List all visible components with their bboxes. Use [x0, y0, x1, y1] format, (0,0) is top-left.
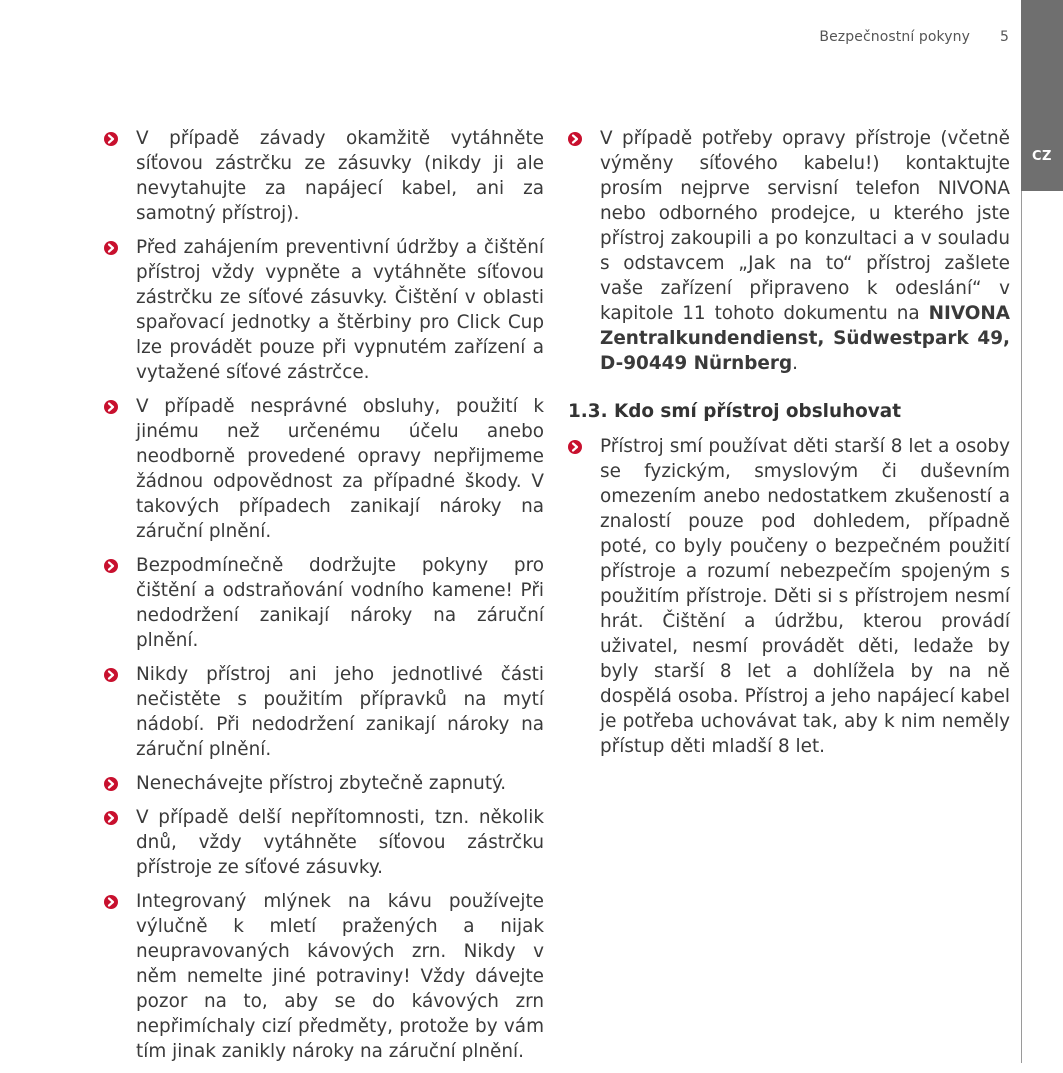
- list-item-text: Nenechávejte přístroj zbytečně zapnutý.: [136, 773, 507, 794]
- chevron-right-icon: [104, 132, 118, 146]
- right-column: [568, 126, 1010, 768]
- list-item-text: Integrovaný mlýnek na kávu používejte výlučně k mletí pražených a nijak neupravovaných kávových zrn. Nikdy v něm nemelte jiné potraviny! Vždy dávejte pozor na to, aby se do kávových zrn nepřimíchaly cizí předměty, protože by vám tím jinak zanikly nároky na záruční plnění.: [136, 891, 544, 1062]
- list-item-text: V případě delší nepřítomnosti, tzn. několik dnů, vždy vytáhněte síťovou zástrčku přístroje ze síťové zásuvky.: [136, 807, 544, 878]
- list-item-text: Přístroj smí používat děti starší 8 let a osoby se fyzickým, smyslovým či duševním omezením anebo nedostatkem zkušeností a znalostí pouze pod dohledem, případně poté, co byly poučeny o bezpečném použití přístroje a rozumí nebezpečím spojeným s použitím přístroje. Děti si s přístrojem nesmí hrát. Čištění a údržbu, kterou provádí uživatel, nesmí provádět děti, ledaže by byly starší 8 let a dohlížela by na ně dospělá osoba. Přístroj a jeho napájecí kabel je potřeba uchovávat tak, aby k nim neměly přístup děti mladší 8 let.: [600, 436, 1010, 757]
- header-section-title: Bezpečnostní pokyny: [819, 29, 970, 45]
- page-number: 5: [999, 29, 1009, 45]
- list-item-text: V případě nesprávné obsluhy, použití k jinému než určenému účelu anebo neodborně provedené opravy nepřijmeme žádnou odpovědnost za případné škody. V takových případech zanikají nároky na záruční plnění.: [136, 396, 544, 542]
- list-item: [568, 434, 1010, 759]
- repair-text: V případě potřeby opravy přístroje (včetně výměny síťového kabelu!) kontaktujte prosím nejprve servisní telefon NIVONA nebo odborného prodejce, u kterého jste přístroj zakoupili a po konzultaci a v souladu s odstavcem „Jak na to“ přístroj zašlete vaše zařízení připraveno k odeslání“ v kapitole 11 tohoto dokumentu na: [600, 128, 1010, 324]
- chevron-right-icon: [104, 811, 118, 825]
- left-column: [104, 126, 544, 1073]
- chevron-right-icon: [568, 132, 582, 146]
- chevron-right-icon: [104, 559, 118, 573]
- list-item: [104, 394, 544, 544]
- language-tab-label: CZ: [1032, 149, 1052, 164]
- list-item-text: V případě závady okamžitě vytáhněte síťovou zástrčku ze zásuvky (nikdy ji ale nevytahujte za napájecí kabel, ani za samotný přístroj).: [136, 128, 544, 224]
- list-item-text: [600, 126, 1010, 376]
- list-item: [104, 889, 544, 1064]
- page-header: [819, 29, 1009, 45]
- list-item-repair: [568, 126, 1010, 376]
- repair-text-end: .: [792, 353, 799, 374]
- chevron-right-icon: [104, 241, 118, 255]
- chevron-right-icon: [104, 400, 118, 414]
- list-item: [104, 126, 544, 226]
- service-address: NIVONA Zentralkundendienst, Südwestpark 49, D-90449 Nürnberg: [600, 303, 1010, 374]
- list-item: [104, 553, 544, 653]
- list-item: [104, 771, 544, 796]
- list-item-text: Nikdy přístroj ani jeho jednotlivé části nečistěte s použitím přípravků na mytí nádobí. Při nedodržení zanikají nároky na záruční plnění.: [136, 664, 544, 760]
- list-item: [104, 235, 544, 385]
- list-item-text: Bezpodmínečně dodržujte pokyny pro čištění a odstraňování vodního kamene! Při nedodržení zanikají nároky na záruční plnění.: [136, 555, 544, 651]
- chevron-right-icon: [104, 777, 118, 791]
- chevron-right-icon: [104, 668, 118, 682]
- chevron-right-icon: [104, 895, 118, 909]
- section-heading: 1.3. Kdo smí přístroj obsluhovat: [568, 401, 901, 422]
- chevron-right-icon: [568, 440, 582, 454]
- list-item-text: Před zahájením preventivní údržby a čištění přístroj vždy vypněte a vytáhněte síťovou zástrčku ze síťové zásuvky. Čištění v oblasti spařovací jednotky a štěrbiny pro Click Cup lze provádět pouze při vypnutém zařízení a vytažené síťové zástrčce.: [136, 237, 544, 383]
- list-item: [104, 662, 544, 762]
- list-item: [104, 805, 544, 880]
